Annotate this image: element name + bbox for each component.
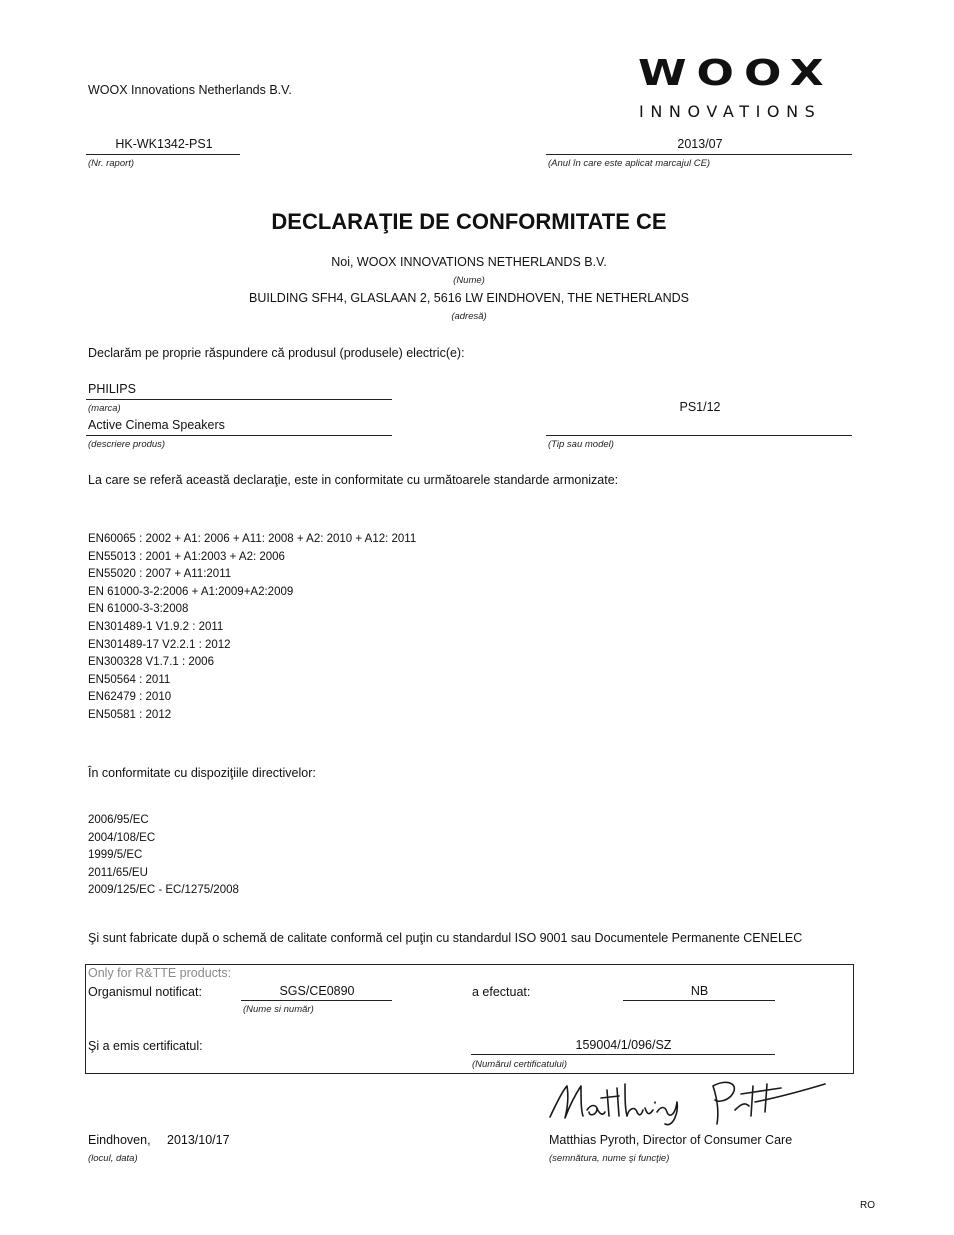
standard-item: EN55013 : 2001 + A1:2003 + A2: 2006: [88, 550, 285, 563]
directive-item: 1999/5/EC: [88, 849, 143, 862]
notified-underline: [241, 1000, 392, 1001]
signatory-name: Matthias Pyroth, Director of Consumer Care: [549, 1133, 793, 1147]
performed-label: a efectuat:: [472, 985, 531, 999]
product-brand: PHILIPS: [88, 382, 136, 396]
report-caption: (Nr. raport): [88, 158, 135, 169]
signatory-caption: (semnătura, nume şi funcţie): [549, 1153, 670, 1164]
certificate-value: 159004/1/096/SZ: [575, 1038, 672, 1052]
type-underline: [546, 435, 852, 436]
language-code: RO: [860, 1200, 875, 1211]
notified-label: Organismul notificat:: [88, 985, 202, 999]
description-caption: (descriere produs): [88, 439, 166, 450]
standards-intro: La care se referă această declaraţie, este in conformitate cu următoarele standarde armonizate:: [88, 473, 619, 487]
report-number: HK-WK1342-PS1: [115, 137, 213, 151]
declarant-address: BUILDING SFH4, GLASLAAN 2, 5616 LW EINDHOVEN, THE NETHERLANDS: [249, 291, 689, 305]
rtte-heading: Only for R&TTE products:: [88, 966, 232, 980]
declarant-name-caption: (Nume): [453, 275, 485, 286]
directive-item: 2011/65/EU: [88, 866, 148, 879]
company-name: WOOX Innovations Netherlands B.V.: [88, 83, 292, 97]
standard-item: EN301489-1 V1.9.2 : 2011: [88, 620, 224, 633]
notified-value: SGS/CE0890: [279, 984, 355, 998]
directive-item: 2009/125/EC - EC/1275/2008: [88, 884, 239, 897]
certificate-label: Şi a emis certificatul:: [88, 1039, 203, 1053]
logo-sub-text: INNOVATIONS: [639, 102, 822, 121]
directives-list: [88, 812, 239, 900]
standard-item: EN 61000-3-3:2008: [88, 603, 189, 616]
standard-item: EN50564 : 2011: [88, 673, 171, 686]
product-description: Active Cinema Speakers: [88, 418, 225, 432]
standard-item: EN62479 : 2010: [88, 691, 172, 704]
standard-item: EN300328 V1.7.1 : 2006: [88, 656, 214, 669]
footer-date: 2013/10/17: [167, 1133, 230, 1147]
performed-value: NB: [690, 984, 709, 998]
performed-underline: [623, 1000, 775, 1001]
woox-logo: [638, 52, 834, 100]
directive-item: 2006/95/EC: [88, 814, 149, 826]
year-value: 2013/07: [677, 137, 723, 151]
year-caption: (Anul în care este aplicat marcajul CE): [548, 158, 711, 169]
declarant-name: Noi, WOOX INNOVATIONS NETHERLANDS B.V.: [331, 255, 607, 269]
quality-text: Şi sunt fabricate după o schemă de calitate conformă cel puţin cu standardul ISO 9001 sau Documentele Permanente CENELEC: [88, 931, 803, 945]
year-underline: [546, 154, 852, 155]
directives-intro: În conformitate cu dispoziţiile directivelor:: [88, 766, 316, 780]
standard-item: EN60065 : 2002 + A1: 2006 + A11: 2008 + A2: 2010 + A12: 2011: [88, 533, 417, 545]
brand-underline: [86, 399, 392, 400]
product-type: PS1/12: [679, 400, 721, 414]
standard-item: EN55020 : 2007 + A11:2011: [88, 568, 232, 581]
directive-item: 2004/108/EC: [88, 831, 156, 844]
footer-place: Eindhoven,: [88, 1133, 151, 1147]
logo-main-text: WOOX: [638, 52, 834, 94]
declare-text: Declarăm pe proprie răspundere că produsul (produsele) electric(e):: [88, 346, 465, 360]
notified-caption: (Nume si număr): [243, 1004, 314, 1015]
standard-item: EN50581 : 2012: [88, 708, 172, 721]
handwritten-signature: [545, 1072, 830, 1132]
description-underline: [86, 435, 392, 436]
standard-item: EN301489-17 V2.2.1 : 2012: [88, 638, 231, 651]
brand-caption: (marca): [88, 403, 121, 414]
rtte-box: [85, 964, 854, 1074]
certificate-caption: (Numărul certificatului): [472, 1059, 568, 1070]
report-underline: [86, 154, 240, 155]
certificate-underline: [471, 1054, 775, 1055]
standards-list: [88, 531, 416, 725]
standard-item: EN 61000-3-2:2006 + A1:2009+A2:2009: [88, 585, 294, 598]
place-date-caption: (locul, data): [88, 1153, 138, 1164]
page-title: DECLARAŢIE DE CONFORMITATE CE: [271, 209, 667, 234]
declarant-address-caption: (adresă): [451, 311, 487, 322]
type-caption: (Tip sau model): [548, 439, 614, 450]
